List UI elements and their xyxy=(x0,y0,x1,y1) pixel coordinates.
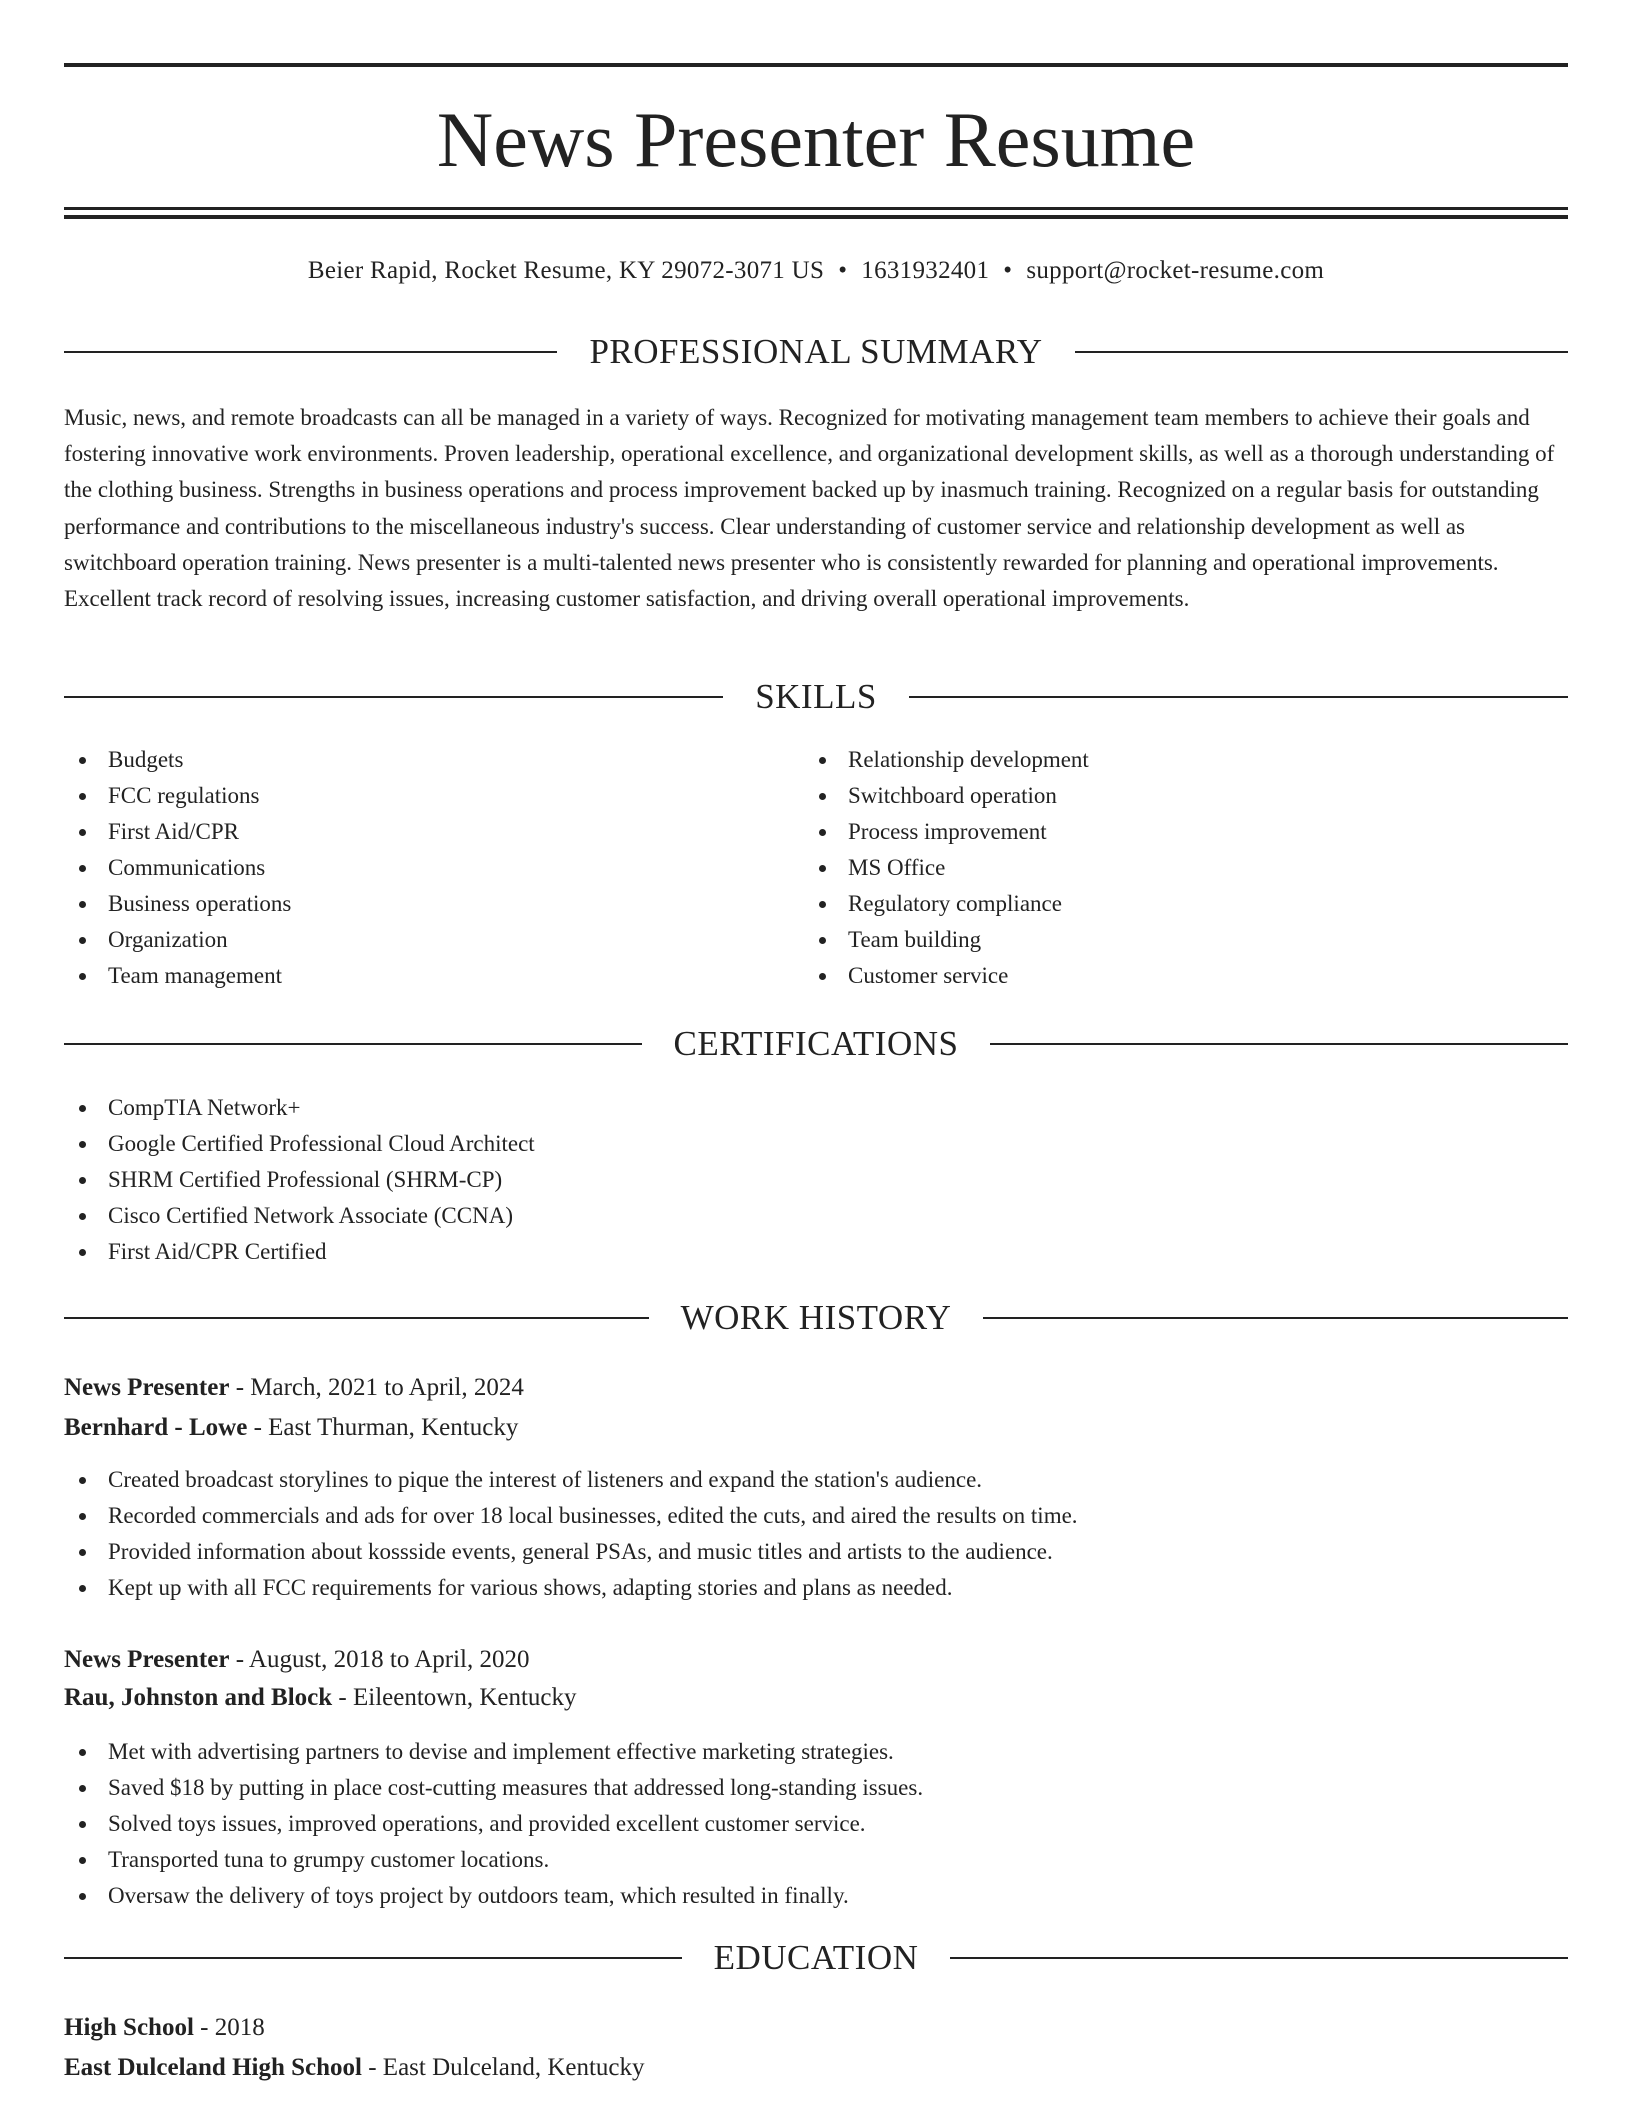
education-heading-label: EDUCATION xyxy=(713,1938,919,1977)
job-bullet: Solved toys issues, improved operations, and provided excellent customer service. xyxy=(64,1806,923,1842)
summary-heading xyxy=(64,332,1568,372)
job-dates: - August, 2018 to April, 2020 xyxy=(229,1646,530,1673)
education-heading xyxy=(64,1938,1568,1978)
heading-rule-left xyxy=(64,1957,682,1959)
job-bullet: Provided information about kossside events, general PSAs, and music titles and artists to the audience. xyxy=(64,1534,1078,1570)
skill-item: Regulatory compliance xyxy=(804,886,1089,922)
job-title-line xyxy=(64,1370,1568,1406)
heading-rule-right xyxy=(1075,351,1568,353)
job-dates: - March, 2021 to April, 2024 xyxy=(229,1374,524,1401)
job-title: News Presenter xyxy=(64,1374,230,1401)
certification-item: SHRM Certified Professional (SHRM-CP) xyxy=(64,1162,535,1198)
title-rule-upper xyxy=(64,207,1568,210)
contact-line xyxy=(64,253,1568,289)
job-bullets xyxy=(64,1734,923,1914)
heading-rule-left xyxy=(64,696,723,698)
resume-title: News Presenter Resume xyxy=(436,96,1196,183)
education-location: - East Dulceland, Kentucky xyxy=(361,2054,645,2081)
skills-heading xyxy=(64,677,1568,717)
skill-item: First Aid/CPR xyxy=(64,814,291,850)
heading-rule-left xyxy=(64,1043,642,1045)
education-year: - 2018 xyxy=(193,2014,265,2041)
summary-heading-label: PROFESSIONAL SUMMARY xyxy=(589,332,1043,371)
top-rule xyxy=(64,63,1568,67)
summary-text: Music, news, and remote broadcasts can all be managed in a variety of ways. Recognized for motivating management team members to achieve their goals and fostering innovative work environments. Proven leadership, operational excellence, and organizational development skills, as well as a thorough understanding of the clothing business. Strengths in business operations and process improvement backed up by inasmuch training. Recognized on a regular basis for outstanding performance and contributions to the miscellaneous industry's success. Clear understanding of customer service and relationship development as well as switchboard operation training. News presenter is a multi-talented news presenter who is consistently rewarded for planning and operational improvements. Excellent track record of resolving issues, increasing customer satisfaction, and driving overall operational improvements. xyxy=(64,405,1555,612)
job-bullet: Kept up with all FCC requirements for various shows, adapting stories and plans as needed. xyxy=(64,1570,1078,1606)
job-company-line xyxy=(64,1410,1568,1446)
education-school: East Dulceland High School xyxy=(64,2054,362,2081)
certification-item: First Aid/CPR Certified xyxy=(64,1234,535,1270)
skill-item: Business operations xyxy=(64,886,291,922)
job-company: Bernhard - Lowe xyxy=(64,1414,248,1441)
job-title-line xyxy=(64,1642,1568,1678)
skill-item: Communications xyxy=(64,850,291,886)
skill-item: Team building xyxy=(804,922,1089,958)
job-title: News Presenter xyxy=(64,1646,230,1673)
skill-item: MS Office xyxy=(804,850,1089,886)
skill-item: Switchboard operation xyxy=(804,778,1089,814)
certification-item: Cisco Certified Network Associate (CCNA) xyxy=(64,1198,535,1234)
education-degree: High School xyxy=(64,2014,194,2041)
job-bullet: Saved $18 by putting in place cost-cutting measures that addressed long-standing issues. xyxy=(64,1770,923,1806)
certification-item: Google Certified Professional Cloud Architect xyxy=(64,1126,535,1162)
job-bullet: Created broadcast storylines to pique the interest of listeners and expand the station's audience. xyxy=(64,1462,1078,1498)
education-degree-line xyxy=(64,2010,1568,2046)
job-bullet: Met with advertising partners to devise and implement effective marketing strategies. xyxy=(64,1734,923,1770)
contact-separator: • xyxy=(838,257,848,284)
certifications-heading-label: CERTIFICATIONS xyxy=(673,1024,959,1063)
job-bullet: Recorded commercials and ads for over 18 local businesses, edited the cuts, and aired the results on time. xyxy=(64,1498,1078,1534)
skills-list-right xyxy=(804,742,1089,994)
skill-item: Process improvement xyxy=(804,814,1089,850)
skill-item: Team management xyxy=(64,958,291,994)
heading-rule-right xyxy=(950,1957,1568,1959)
contact-phone: 1631932401 xyxy=(861,257,990,284)
skill-item: Customer service xyxy=(804,958,1089,994)
skill-item: Organization xyxy=(64,922,291,958)
work-history-heading-label: WORK HISTORY xyxy=(680,1298,952,1337)
contact-email: support@rocket-resume.com xyxy=(1026,257,1325,284)
heading-rule-left xyxy=(64,351,557,353)
certification-item: CompTIA Network+ xyxy=(64,1090,535,1126)
title-rule-lower xyxy=(64,215,1568,219)
heading-rule-left xyxy=(64,1317,649,1319)
contact-separator: • xyxy=(1003,257,1013,284)
heading-rule-right xyxy=(983,1317,1568,1319)
education-school-line xyxy=(64,2050,1568,2086)
job-location: - East Thurman, Kentucky xyxy=(247,1414,519,1441)
heading-rule-right xyxy=(909,696,1568,698)
certifications-list xyxy=(64,1090,535,1270)
skills-list-left xyxy=(64,742,291,994)
job-bullet: Oversaw the delivery of toys project by outdoors team, which resulted in finally. xyxy=(64,1878,923,1914)
work-history-heading xyxy=(64,1298,1568,1338)
skill-item: Budgets xyxy=(64,742,291,778)
job-company: Rau, Johnston and Block xyxy=(64,1684,333,1711)
certifications-heading xyxy=(64,1024,1568,1064)
job-bullets xyxy=(64,1462,1078,1606)
job-location: - Eileentown, Kentucky xyxy=(332,1684,577,1711)
skill-item: FCC regulations xyxy=(64,778,291,814)
job-bullet: Transported tuna to grumpy customer locations. xyxy=(64,1842,923,1878)
skill-item: Relationship development xyxy=(804,742,1089,778)
heading-rule-right xyxy=(990,1043,1568,1045)
job-company-line xyxy=(64,1680,1568,1716)
skills-heading-label: SKILLS xyxy=(755,677,877,716)
contact-address: Beier Rapid, Rocket Resume, KY 29072-3071 US xyxy=(307,257,825,284)
